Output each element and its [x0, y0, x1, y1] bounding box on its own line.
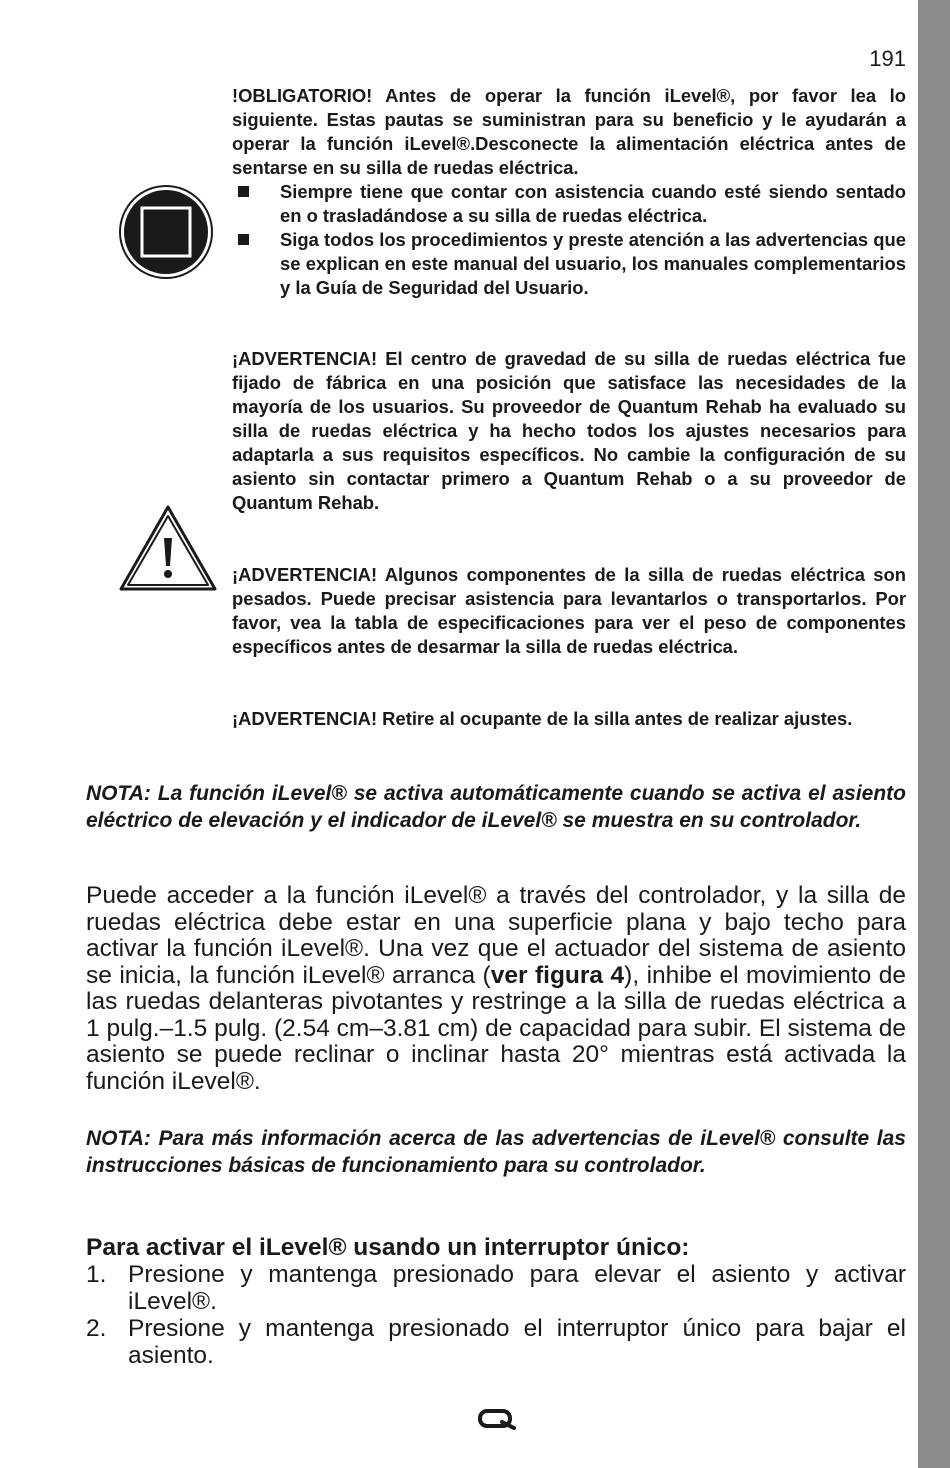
- page-number: 191: [869, 46, 906, 71]
- list-item: [86, 1261, 906, 1315]
- body-text-part-2: ), inhibe el movimiento de las ruedas delanteras pivotantes y restringe a la silla de ruedas eléctrica a 1 pulg.–1.5 pulg. (2.54 cm–3.81 cm) de capacidad para subir. El sistema de asiento se puede reclinar o inclinar hasta 20° mientras está activada la función iLevel®.: [86, 961, 906, 1095]
- step-text: Presione y mantenga presionado para elevar el asiento y activar iLevel®.: [128, 1261, 906, 1315]
- mandatory-bullets: [232, 180, 906, 300]
- bullet-square-icon: [238, 234, 249, 245]
- side-tab-bar: [918, 0, 950, 1468]
- bullet-square-icon: [238, 186, 249, 197]
- step-number: 1.: [86, 1261, 107, 1288]
- bullet-text: Siga todos los procedimientos y preste atención a las advertencias que se explican en este manual del usuario, los manuales complementarios y la Guía de Seguridad del Usuario.: [280, 229, 906, 298]
- bullet-text: Siempre tiene que contar con asistencia cuando esté siendo sentado en o trasladándose a su silla de ruedas eléctrica.: [280, 181, 906, 226]
- steps-list: [86, 1261, 906, 1369]
- figure-reference: ver figura 4: [490, 961, 625, 989]
- quantum-q-logo-icon: [478, 1408, 516, 1435]
- warning-heavy-text: ¡ADVERTENCIA! Algunos componentes de la silla de ruedas eléctrica son pesados. Puede precisar asistencia para levantarlos o transportarlos. Por favor, vea la tabla de especificaciones para ver el peso de componentes específicos antes de desarmar la silla de ruedas eléctrica.: [232, 564, 906, 657]
- list-item: [232, 180, 906, 228]
- warning-gravity-text: ¡ADVERTENCIA! El centro de gravedad de su silla de ruedas eléctrica fue fijado de fábrica en una posición que satisface las necesidades de la mayoría de los usuarios. Su proveedor de Quantum Rehab ha evaluado su silla de ruedas eléctrica y ha hecho todos los ajustes necesarios para adaptarla a sus requisitos específicos. No cambie la configuración de su asiento sin contactar primero a Quantum Rehab o a su proveedor de Quantum Rehab.: [232, 348, 906, 513]
- warning-occupant: [232, 707, 906, 731]
- warning-heavy: [232, 563, 906, 659]
- mandatory-square-icon: [118, 184, 214, 285]
- mandatory-text: !OBLIGATORIO! Antes de operar la función iLevel®, por favor lea lo siguiente. Estas pautas se suministran para su beneficio y le ayudarán a operar la función iLevel®.Desconecte la alimentación eléctrica antes de sentarse en su silla de ruedas eléctrica.: [232, 85, 906, 178]
- mandatory-notice: [232, 84, 906, 300]
- note-more-info: NOTA: Para más información acerca de las advertencias de iLevel® consulte las instrucciones básicas de funcionamiento para su controlador.: [86, 1127, 906, 1177]
- section-heading: Para activar el iLevel® usando un interruptor único:: [86, 1234, 690, 1261]
- body-paragraph: [86, 883, 906, 1095]
- step-text: Presione y mantenga presionado el interruptor único para bajar el asiento.: [128, 1315, 906, 1369]
- warning-gravity: [232, 347, 906, 515]
- warning-occupant-text: ¡ADVERTENCIA! Retire al ocupante de la silla antes de realizar ajustes.: [232, 708, 853, 729]
- body-text-part-1: Puede acceder a la función iLevel® a través del controlador, y la silla de ruedas eléctrica debe estar en una superficie plana y bajo techo para activar la función iLevel®. Una vez que el actuador del sistema de asiento se inicia, la función iLevel® arranca (: [86, 882, 906, 989]
- list-item: [232, 228, 906, 300]
- warning-triangle-icon: [118, 504, 218, 597]
- step-number: 2.: [86, 1315, 107, 1342]
- note-auto-activation: NOTA: La función iLevel® se activa automáticamente cuando se activa el asiento eléctrico de elevación y el indicador de iLevel® se muestra en su controlador.: [86, 782, 906, 832]
- list-item: [86, 1315, 906, 1369]
